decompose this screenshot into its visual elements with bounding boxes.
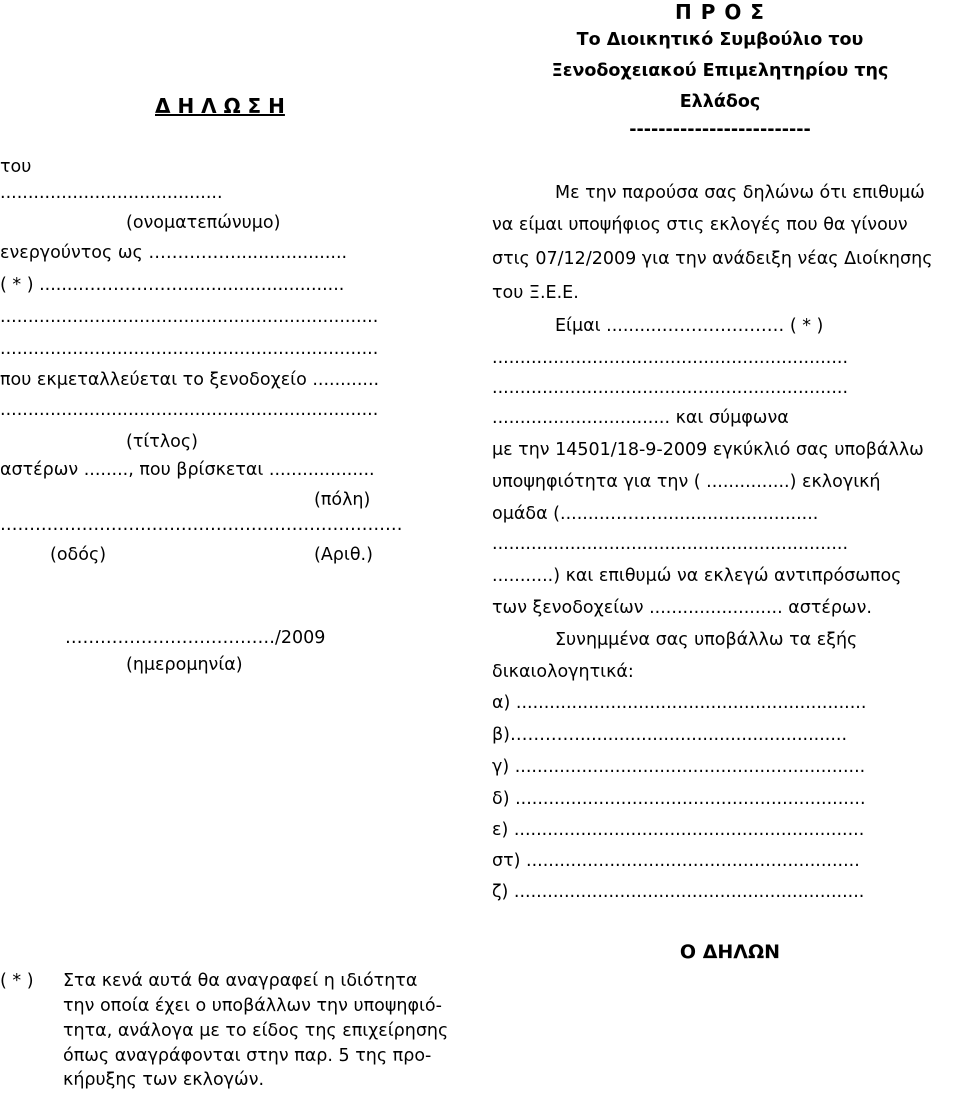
list-item: δ) ...............................................................: [492, 789, 866, 809]
signature-label: Ο ΔΗΛΩΝ: [679, 941, 781, 963]
fill-active-as: ενεργούντος ως ……………....................: [0, 243, 348, 263]
body-p2-line5: με την 14501/18-9-2009 εγκύκλιό σας υποβάλλω: [492, 440, 924, 460]
hint-title: (τίτλος): [126, 432, 198, 452]
page-title: Δ Η Λ Ω Σ Η: [155, 94, 285, 118]
fill-line-3: ....................................................................: [0, 400, 379, 420]
list-item: ε) ...............................................................: [492, 820, 865, 840]
fill-line-1: ....................................................................: [0, 307, 379, 327]
body-p1-line1: Με την παρούσα σας δηλώνω ότι επιθυμώ: [555, 183, 925, 203]
body-p2-line7: ομάδα (.........………............................: [492, 504, 819, 524]
body-p2-line8: ................................................................: [492, 534, 849, 554]
hint-city: (πόλη): [314, 490, 371, 510]
hint-number: (Αριθ.): [314, 545, 373, 565]
body-p3-line2: δικαιολογητικά:: [492, 662, 634, 682]
list-item: γ) ...............................................................: [492, 757, 866, 777]
fill-name: ........................................: [0, 183, 223, 203]
body-p2-line1: Είμαι ..........………………… ( * ): [555, 316, 824, 336]
recipient-divider: -------------------------: [629, 120, 811, 140]
fill-hotel: που εκμεταλλεύεται το ξενοδοχείο ............: [0, 370, 380, 390]
body-p1-line3: στις 07/12/2009 για την ανάδειξη νέας Διοίκησης: [492, 249, 933, 269]
body-p2-line4: ................................ και σύμφωνα: [492, 408, 789, 428]
footnote-marker: ( * ): [0, 971, 34, 991]
fill-stars-city: αστέρων ........, που βρίσκεται ...................: [0, 460, 375, 480]
list-item: ζ) ...............................................................: [492, 882, 865, 902]
body-p2-line3: ................................................................: [492, 378, 849, 398]
footnote-line4: όπως αναγράφονται στην παρ. 5 της προ-: [63, 1046, 432, 1066]
body-p3-line1: Συνημμένα σας υποβάλλω τα εξής: [555, 630, 858, 650]
body-p2-line6: υποψηφιότητα για την ( ...............) εκλογική: [492, 472, 881, 492]
recipient-line2: Ξενοδοχειακού Επιμελητηρίου της: [551, 61, 889, 81]
label-tou: του: [0, 157, 32, 177]
body-p2-line2: ................................................................: [492, 348, 849, 368]
recipient-pros: Π Ρ Ο Σ: [675, 0, 765, 24]
body-p1-line2: να είμαι υποψήφιος στις εκλογές που θα γίνουν: [492, 215, 908, 235]
fill-line-2: ....................................................................: [0, 339, 379, 359]
list-item: β)…………................................................: [492, 725, 848, 745]
body-p1-line4: του Ξ.Ε.Ε.: [492, 283, 579, 303]
recipient-line3: Ελλάδος: [679, 92, 761, 112]
recipient-line1: Το Διοικητικό Συμβούλιο του: [576, 30, 864, 50]
fill-date: ………………………………/2009: [65, 628, 326, 648]
footnote-line1: Στα κενά αυτά θα αναγραφεί η ιδιότητα: [63, 971, 418, 991]
hint-street: (οδός): [50, 545, 107, 565]
list-item: στ) ............................................................: [492, 851, 860, 871]
fill-line-4: ……………………………………………………………: [0, 515, 403, 535]
body-p2-line9: ...........) και επιθυμώ να εκλεγώ αντιπρόσωπος: [492, 566, 902, 586]
footnote-line5: κήρυξης των εκλογών.: [63, 1070, 265, 1090]
body-p2-line10: των ξενοδοχείων ........................ αστέρων.: [492, 598, 872, 618]
footnote-line3: τητα, ανάλογα με το είδος της επιχείρησης: [63, 1021, 449, 1041]
hint-date: (ημερομηνία): [126, 655, 243, 675]
hint-name: (ονοματεπώνυμο): [126, 213, 281, 233]
footnote-line2: την οποία έχει ο υποβάλλων την υποψηφιό-: [63, 996, 442, 1016]
list-item: α) ...............................................................: [492, 693, 867, 713]
fill-star-role: ( * ) .......……………….............................: [0, 275, 345, 295]
